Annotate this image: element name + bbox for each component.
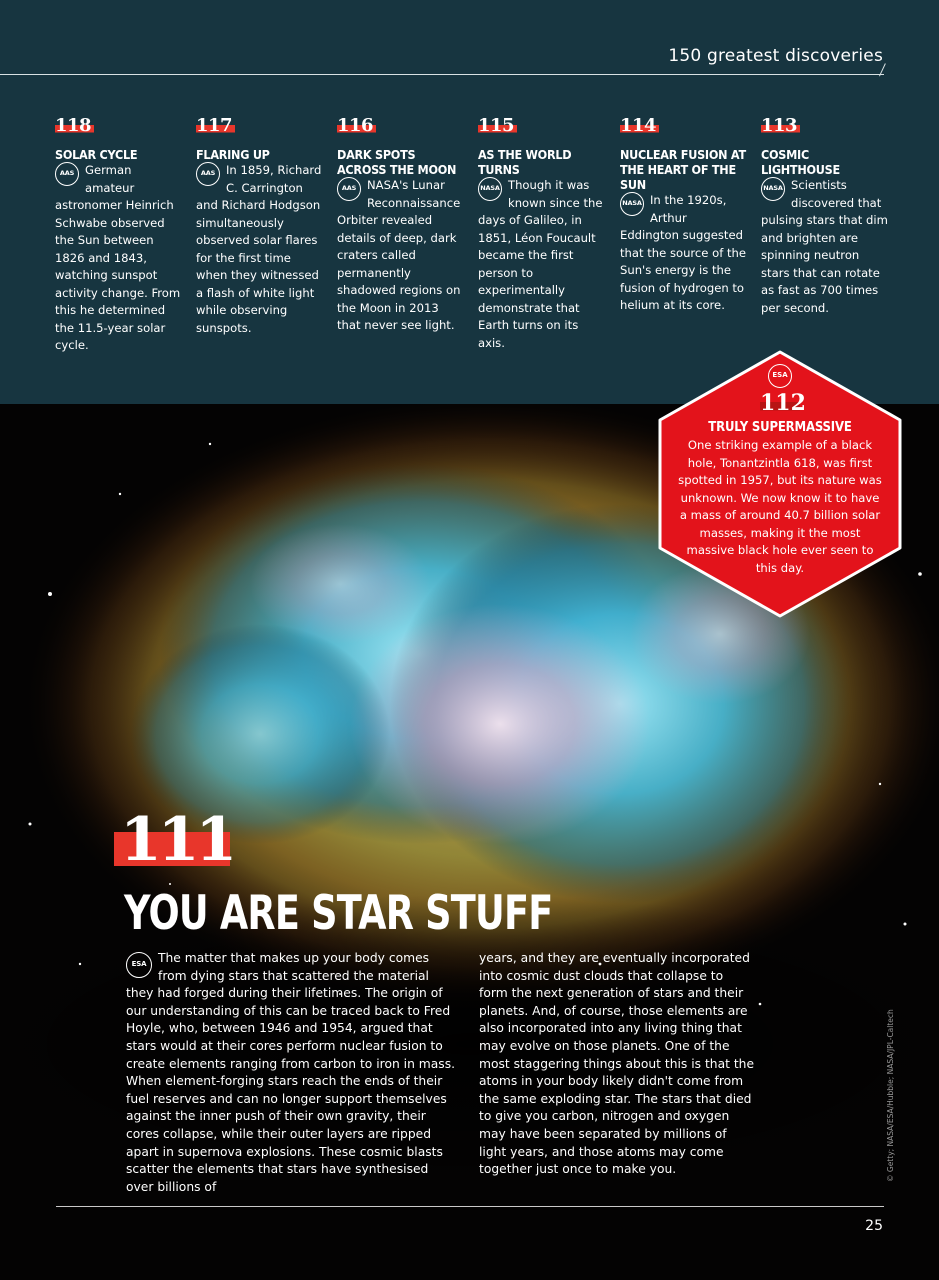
discovery-number: 116	[337, 117, 376, 135]
aas-logo-icon: AAS	[337, 177, 361, 201]
discovery-text: AAS NASA's Lunar Reconnaissance Orbiter revealed details of deep, dark craters called permanently shadowed regions on the Moon in 2013 that never see light.	[337, 178, 461, 332]
discovery-title: FLARING UP	[196, 147, 270, 162]
feature-text-right: years, and they are eventually incorporated into cosmic dust clouds that collapse to form the next generation of stars and their planets. And, of course, those elements are also incorporated into any living thing that may evolve on those planets. One of the most staggering things about this is that the atoms in your body likely didn't come from the same exploding star. The stars that died to give you carbon, nitrogen and oxygen may have been separated by millions of light years, and those atoms may come together just once to make you.	[479, 951, 755, 1177]
discovery-117	[196, 116, 324, 337]
aas-logo-icon: AAS	[55, 162, 79, 186]
feature-number: 111	[114, 816, 230, 870]
feature-text-left: ESA The matter that makes up your body comes from dying stars that scattered the material they had forged during their lifetimes. The origin of our understanding of this can be traced back to Fred Hoyle, who, between 1946 and 1954, argued that stars would at their cores perform nuclear fusion to create elements ranging from carbon to iron in mass. When element-forging stars reach the ends of their fuel reserves and can no longer support themselves against the inner push of their own gravity, their cores collapse, while their outer layers are ripped apart in supernova explosions. These cosmic blasts scatter the elements that stars have synthesised over billions of	[126, 951, 456, 1194]
discovery-text: NASA Scientists discovered that pulsing stars that dim and brighten are spinning neutron stars that can rotate as fast as 700 times per second.	[761, 178, 888, 315]
image-credit: © Getty; NASA/ESA/Hubble; NASA/JPL-Caltech	[886, 1009, 895, 1182]
discovery-title: NUCLEAR FUSION AT THE HEART OF THE SUN	[620, 147, 746, 192]
footer-rule	[56, 1206, 884, 1207]
discovery-title: AS THE WORLD TURNS	[478, 147, 572, 177]
discovery-number: 118	[55, 117, 94, 135]
discovery-title: SOLAR CYCLE	[55, 147, 138, 162]
discovery-text: NASA Though it was known since the days of Galileo, in 1851, Léon Foucault became the first person to experimentally demonstrate that Earth turns on its axis.	[478, 178, 603, 350]
nasa-logo-icon: NASA	[761, 177, 785, 201]
discovery-title: TRULY SUPERMASSIVE	[708, 420, 852, 435]
discovery-number: 117	[196, 117, 235, 135]
esa-logo-icon: ESA	[768, 364, 792, 388]
discovery-number: 112	[760, 390, 806, 416]
discovery-115	[478, 116, 606, 352]
discovery-number: 113	[761, 117, 800, 135]
discovery-112	[674, 362, 886, 577]
discovery-text: NASA In the 1920s, Arthur Eddington suggested that the source of the Sun's energy is the fusion of hydrogen to helium at its core.	[620, 193, 747, 312]
discovery-text: AAS In 1859, Richard C. Carrington and Richard Hodgson simultaneously observed solar flares for the first time when they witnessed a flash of white light while observing sunspots.	[196, 163, 322, 335]
discovery-text: AAS German amateur astronomer Heinrich Schwabe observed the Sun between 1826 and 1843, watching sunspot activity change. From this he determined the 11.5-year solar cycle.	[55, 163, 181, 352]
feature-title: YOU ARE STAR STUFF	[124, 886, 553, 941]
discovery-116	[337, 116, 465, 335]
esa-logo-icon: ESA	[126, 952, 152, 978]
discovery-number: 114	[620, 117, 659, 135]
section-title: 150 greatest discoveries	[668, 46, 883, 66]
discovery-title: DARK SPOTS ACROSS THE MOON	[337, 147, 457, 177]
discovery-text: One striking example of a black hole, Tonantzintla 618, was first spotted in 1957, but its nature was unknown. We now know it to have a mass of around 40.7 billion solar masses, making it the most massive black hole ever seen to this day.	[678, 438, 882, 575]
nasa-logo-icon: NASA	[478, 177, 502, 201]
discovery-number: 115	[478, 117, 517, 135]
page-number: 25	[865, 1218, 883, 1234]
discovery-118	[55, 116, 183, 355]
nasa-logo-icon: NASA	[620, 192, 644, 216]
discovery-title: COSMIC LIGHTHOUSE	[761, 147, 840, 177]
discovery-114	[620, 116, 748, 315]
header-rule	[0, 74, 884, 75]
aas-logo-icon: AAS	[196, 162, 220, 186]
discovery-113	[761, 116, 889, 317]
